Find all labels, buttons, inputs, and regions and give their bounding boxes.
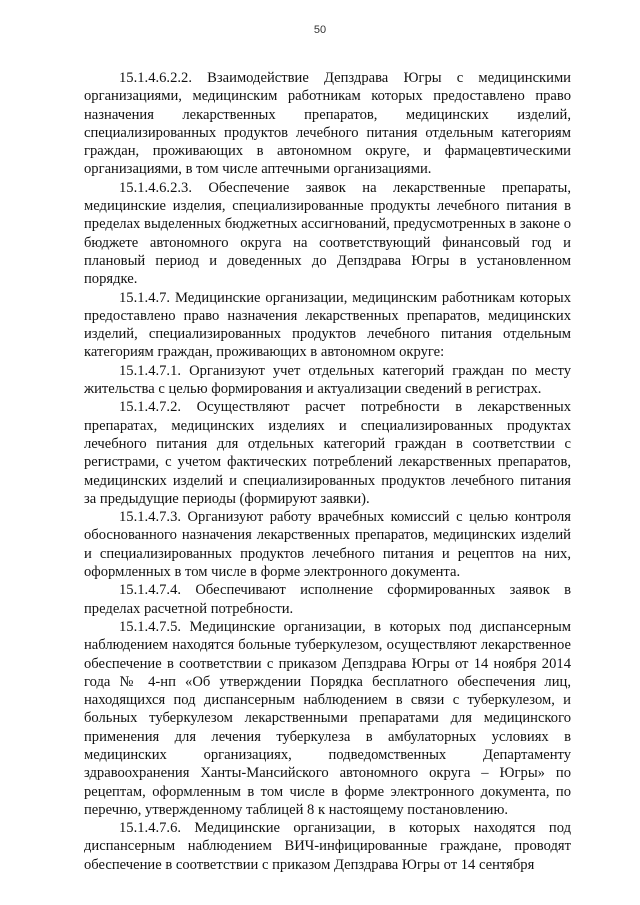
paragraph-15-1-4-6-2-3: 15.1.4.6.2.3. Обеспечение заявок на лекарственные препараты, медицинские изделия, специализированные продукты лечебного питания в пределах выделенных бюджетных ассигнований, предусмотренных в законе о бюджете автономного округа на соответствующий финансовый год и плановый период и доведенных до Депздрава Югры в установленном порядке. <box>84 179 571 288</box>
paragraph-15-1-4-7-2: 15.1.4.7.2. Осуществляют расчет потребности в лекарственных препаратах, медицинских изделиях и специализированных продуктах лечебного питания для отдельных категорий граждан в соответствии с регистрами, с учетом фактических потреблений лекарственных препаратов, медицинских изделий и специализированных продуктов лечебного питания за предыдущие периоды (формируют заявки). <box>84 399 571 507</box>
paragraph-15-1-4-7-4: 15.1.4.7.4. Обеспечивают исполнение сформированных заявок в пределах расчетной потребности. <box>84 582 571 617</box>
paragraph-15-1-4-7: 15.1.4.7. Медицинские организации, медицинским работникам которых предоставлено право назначения лекарственных препаратов, медицинских изделий, специализированных продуктов лечебного питания отдельным категориям граждан, проживающих в автономном округе: <box>84 289 571 361</box>
paragraph-15-1-4-7-3: 15.1.4.7.3. Организуют работу врачебных комиссий с целью контроля обоснованного назначения лекарственных препаратов, медицинских изделий и специализированных продуктов лечебного питания и рецептов на них, оформленных в том числе в форме электронного документа. <box>84 509 571 581</box>
page-number: 50 <box>313 24 327 36</box>
document-body <box>84 69 571 874</box>
paragraph-15-1-4-7-6: 15.1.4.7.6. Медицинские организации, в которых находятся под диспансерным наблюдением ВИЧ-инфицированные граждане, проводят обеспечение в соответствии с приказом Депздрава Югры от 14 сентября <box>84 820 571 873</box>
paragraph-15-1-4-7-5: 15.1.4.7.5. Медицинские организации, в которых под диспансерным наблюдением находятся больные туберкулезом, осуществляют лекарственное обеспечение в соответствии с приказом Депздрава Югры от 14 ноября 2014 года № 4-нп «Об утверждении Порядка бесплатного обеспечения лиц, находящихся под диспансерным наблюдением в связи с туберкулезом, и больных туберкулезом лекарственными препаратами для медицинского применения для лечения туберкулеза в амбулаторных условиях в медицинских организациях, подведомственных Департаменту здравоохранения Ханты-Мансийского автономного округа – Югры» по рецептам, оформленным в том числе в форме электронного документа, по перечню, утвержденному таблицей 8 к настоящему постановлению. <box>84 618 571 818</box>
paragraph-15-1-4-6-2-2: 15.1.4.6.2.2. Взаимодействие Депздрава Югры с медицинскими организациями, медицинским работникам которых предоставлено право назначения лекарственных препаратов, медицинских изделий, специализированных продуктов лечебного питания отдельным категориям граждан, проживающих в автономном округе, и фармацевтическими организациями, в том числе аптечными организациями. <box>84 70 571 178</box>
paragraph-15-1-4-7-1: 15.1.4.7.1. Организуют учет отдельных категорий граждан по месту жительства с целью формирования и актуализации сведений в регистрах. <box>84 362 571 398</box>
